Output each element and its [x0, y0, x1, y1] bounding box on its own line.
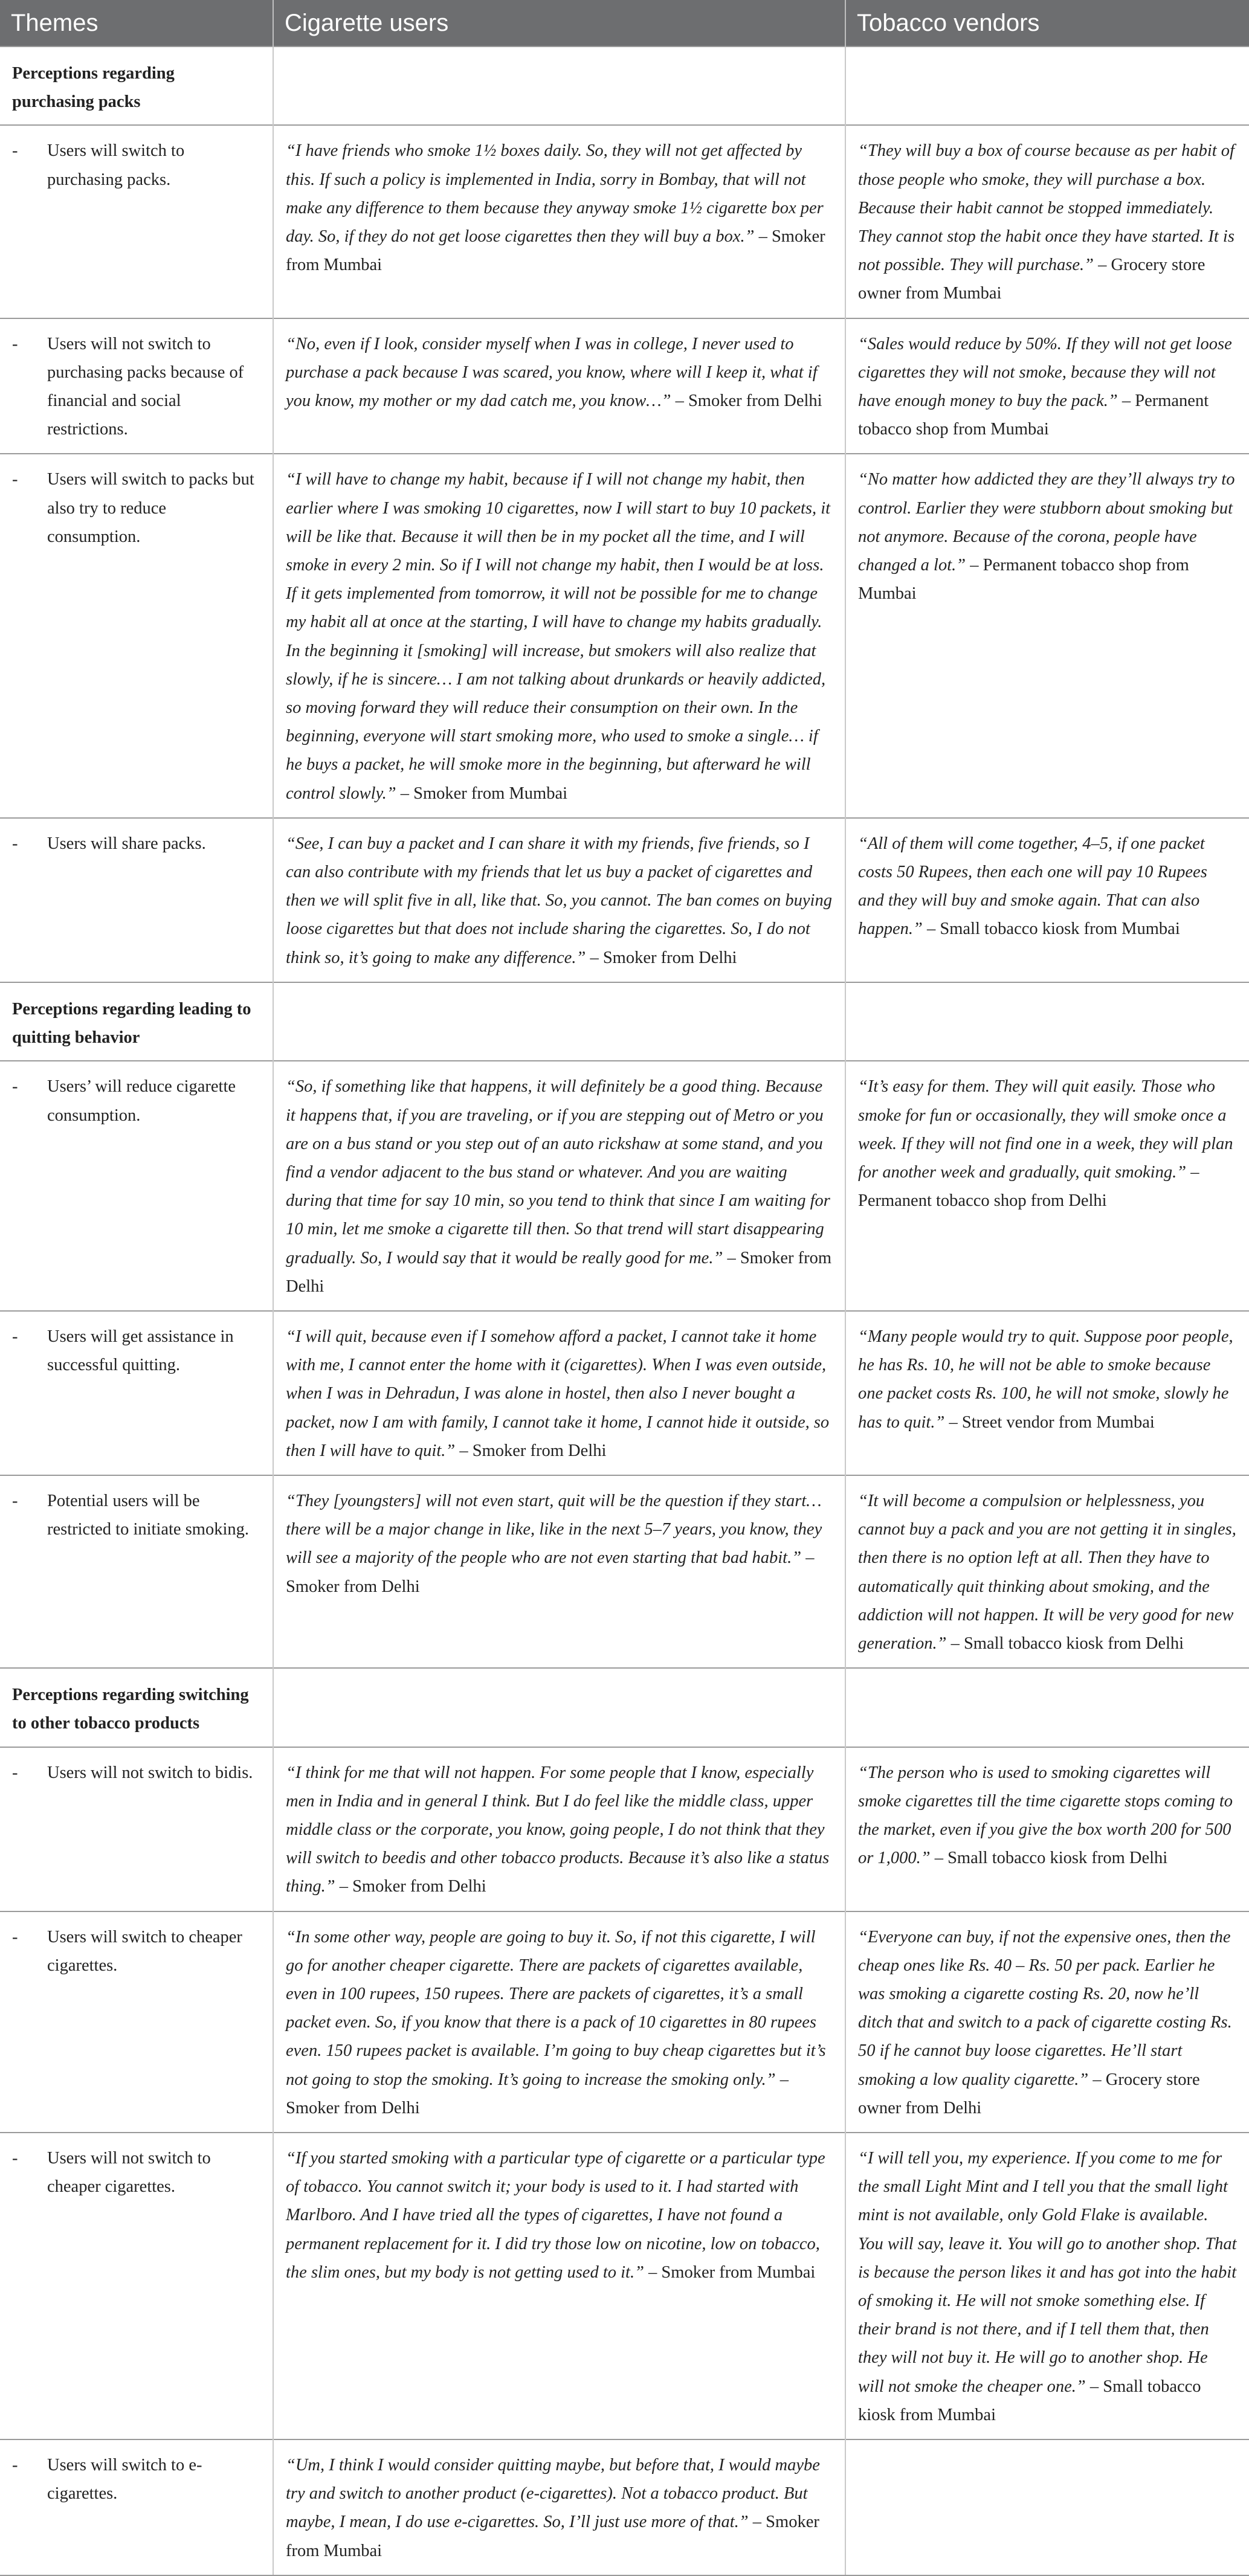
- user-quote-cell: [273, 1311, 845, 1475]
- theme-item: [12, 137, 260, 193]
- theme-cell: [0, 2439, 273, 2575]
- user-quote: “I have friends who smoke 1½ boxes daily. So, they will not get affected by this. If such a policy is implemented in India, sorry in Bombay, that will not make any difference to them because they anyway smoke 1½ cigarette box per day. So, if they do not get loose cigarettes then they will buy a box.”: [286, 141, 824, 246]
- user-quote-cell: [273, 1061, 845, 1311]
- vendor-quote-cell: [845, 125, 1249, 318]
- theme-text: Users will switch to e-cigarettes.: [47, 2456, 202, 2504]
- section-cell: [0, 982, 273, 1061]
- theme-item: [12, 1759, 260, 1787]
- vendor-source: – Permanent tobacco shop from Mumbai: [858, 391, 1209, 439]
- theme-cell: [0, 1061, 273, 1311]
- user-quote-cell: [273, 1747, 845, 1911]
- table-row: [0, 1747, 1249, 1911]
- theme-item: [12, 1322, 260, 1379]
- section-title: Perceptions regarding purchasing packs: [12, 64, 175, 112]
- vendor-source: – Grocery store owner from Delhi: [858, 2070, 1200, 2117]
- user-quote-cell: [273, 818, 845, 982]
- user-source: – Smoker from Delhi: [286, 1248, 831, 1296]
- vendor-source: – Small tobacco kiosk from Mumbai: [922, 919, 1180, 939]
- list-dash: -: [12, 1927, 18, 1946]
- user-quote: “I will have to change my habit, because if I will not change my habit, then earlier where I was smoking 10 cigarettes, now I will start to buy 10 packets, it will be like that. Because it will then be in my pocket all the time, and I will smoke in every 2 min. So if I will not change my habit, then I would be at loss. If it gets implemented from tomorrow, it will not be possible for me to change my habit all at once at the starting, I will have to change my habits gradually. In the beginning it [smoking] will increase, but smokers will also realize that slowly, if he is sincere… I am not talking about drunkards or heavily addicted, so moving forward they will reduce their consumption on their own. In the beginning, everyone will start smoking more, who used to smoke a single… if he buys a packet, he will smoke more in the beginning, but afterward he will control slowly.”: [286, 470, 831, 803]
- vendor-source: – Permanent tobacco shop from Delhi: [858, 1162, 1199, 1211]
- list-dash: -: [12, 1491, 18, 1510]
- theme-text: Users will switch to cheaper cigarettes.: [47, 1927, 242, 1975]
- table-row: [0, 1475, 1249, 1668]
- user-quote: “No, even if I look, consider myself when I was in college, I never used to purchase a pack because I was scared, you know, where will I keep it, what if you know, my mother or my dad catch me, you know…”: [286, 334, 818, 411]
- user-source: – Smoker from Mumbai: [286, 2513, 819, 2560]
- table-body: [0, 47, 1249, 2575]
- theme-cell: [0, 1911, 273, 2133]
- theme-cell: [0, 1747, 273, 1911]
- theme-cell: [0, 318, 273, 454]
- theme-text: Potential users will be restricted to initiate smoking.: [47, 1491, 250, 1539]
- theme-text: Users will not switch to purchasing packs because of financial and social restrictions.: [47, 334, 244, 439]
- theme-item: [12, 465, 260, 551]
- section-cell: [0, 1668, 273, 1747]
- table-row: [0, 818, 1249, 982]
- list-dash: -: [12, 834, 18, 853]
- table-row: [0, 2439, 1249, 2575]
- user-quote: “In some other way, people are going to buy it. So, if not this cigarette, I will go for another cheaper cigarette. There are packets of cigarettes available, even in 100 rupees, 150 rupees. There are packets of cigarettes, it’s a small packet even. So, if you know that there is a pack of 10 cigarettes in 80 rupees even. 150 rupees packet is available. I’m going to buy cheap cigarettes but it’s not going to stop the smoking. It’s going to increase the smoking only.”: [286, 1927, 826, 2089]
- vendor-source: – Small tobacco kiosk from Mumbai: [858, 2377, 1201, 2424]
- table-row: [0, 454, 1249, 817]
- section-cell: [0, 47, 273, 125]
- theme-text: Users will not switch to cheaper cigarettes.: [47, 2149, 211, 2197]
- table-row: [0, 1311, 1249, 1475]
- header-themes: Themes: [0, 0, 273, 47]
- list-dash: -: [12, 1763, 18, 1782]
- section-empty-cell: [845, 47, 1249, 125]
- vendor-quote-cell: [845, 2439, 1249, 2575]
- section-row: [0, 47, 1249, 125]
- user-source: – Smoker from Delhi: [286, 2070, 789, 2117]
- user-source: – Smoker from Delhi: [586, 948, 737, 967]
- user-quote: “Um, I think I would consider quitting maybe, but before that, I would maybe try and switch to another product (e-cigarettes). Not a tobacco product. But maybe, I mean, I do use e-cigarettes. So, I’ll just use more of that.”: [286, 2456, 820, 2532]
- theme-cell: [0, 2133, 273, 2439]
- user-quote-cell: [273, 318, 845, 454]
- theme-text: Users will get assistance in successful quitting.: [47, 1327, 234, 1375]
- theme-text: Users will share packs.: [47, 834, 206, 853]
- user-quote: “I will quit, because even if I somehow afford a packet, I cannot take it home with me, I cannot enter the home with it (cigarettes). When I was even outside, when I was in Dehradun, I was alone in hostel, then also I never bought a packet, now I am with family, I cannot take it home, I cannot hide it outside, so then I will have to quit.”: [286, 1327, 830, 1460]
- vendor-quote: “Sales would reduce by 50%. If they will not get loose cigarettes they will not smoke, because they will not have enough money to buy the pack.”: [858, 334, 1232, 411]
- theme-cell: [0, 818, 273, 982]
- vendor-quote-cell: [845, 318, 1249, 454]
- theme-item: [12, 829, 260, 858]
- section-row: [0, 982, 1249, 1061]
- list-dash: -: [12, 470, 18, 489]
- list-dash: -: [12, 334, 18, 353]
- user-quote-cell: [273, 2439, 845, 2575]
- vendor-quote: “It will become a compulsion or helplessness, you cannot buy a pack and you are not getting it in singles, then there is no option left at all. Then they have to automatically quit thinking about smoking, and the addiction will not happen. It will be very good for new generation.”: [858, 1491, 1236, 1653]
- list-dash: -: [12, 2149, 18, 2168]
- theme-cell: [0, 125, 273, 318]
- vendor-quote: “Everyone can buy, if not the expensive ones, then the cheap ones like Rs. 40 – Rs. 50 per pack. Earlier he was smoking a cigarette costing Rs. 20, now he’ll ditch that and switch to a pack of cigarette costing Rs. 50 if he cannot buy loose cigarettes. He’ll start smoking a low quality cigarette.”: [858, 1927, 1232, 2089]
- table-row: [0, 1911, 1249, 2133]
- table-row: [0, 2133, 1249, 2439]
- theme-cell: [0, 454, 273, 817]
- header-cigarette-users: Cigarette users: [273, 0, 845, 47]
- user-source: – Smoker from Delhi: [286, 1548, 815, 1596]
- user-quote: “They [youngsters] will not even start, quit will be the question if they start… there will be a major change in like, like in the next 5–7 years, you know, they will see a majority of the people who are not even starting that bad habit.”: [286, 1491, 822, 1568]
- vendor-source: – Small tobacco kiosk from Delhi: [946, 1634, 1184, 1653]
- user-quote: “So, if something like that happens, it will definitely be a good thing. Because it happens that, if you are traveling, or if you are stepping out of Metro or you are on a bus stand or you step out of an auto rickshaw at some stand, and you find a vendor adjacent to the bus stand or whatever. And you are waiting during that time for say 10 min, so you tend to think that since I am waiting for 10 min, let me smoke a cigarette till then. So that trend will start disappearing gradually. So, I would say that it would be really good for me.”: [286, 1077, 830, 1267]
- vendor-quote-cell: [845, 2133, 1249, 2439]
- user-source: – Smoker from Delhi: [671, 391, 822, 411]
- theme-text: Users’ will reduce cigarette consumption.: [47, 1077, 236, 1125]
- user-quote: “If you started smoking with a particular type of cigarette or a particular type of tobacco. You cannot switch it; your body is used to it. I had started with Marlboro. And I have tried all the types of cigarettes, I have not found a permanent replacement for it. I did try those low on nicotine, low on tobacco, the slim ones, but my body is not getting used to it.”: [286, 2149, 825, 2282]
- user-source: – Smoker from Mumbai: [286, 227, 825, 275]
- list-dash: -: [12, 141, 18, 161]
- theme-text: Users will switch to packs but also try to reduce consumption.: [47, 470, 254, 546]
- list-dash: -: [12, 1327, 18, 1346]
- theme-item: [12, 2144, 260, 2201]
- user-source: – Smoker from Delhi: [455, 1441, 607, 1460]
- theme-item: [12, 2451, 260, 2508]
- theme-item: [12, 330, 260, 444]
- header-row: [0, 0, 1249, 47]
- vendor-quote-cell: [845, 1061, 1249, 1311]
- vendor-quote: “It’s easy for them. They will quit easily. Those who smoke for fun or occasionally, they will smoke once a week. If they will not find one in a week, they will plan for another week and gradually, quit smoking.”: [858, 1077, 1233, 1182]
- vendor-quote-cell: [845, 1747, 1249, 1911]
- vendor-quote-cell: [845, 818, 1249, 982]
- user-quote-cell: [273, 1475, 845, 1668]
- vendor-quote: “All of them will come together, 4–5, if one packet costs 50 Rupees, then each one will pay 10 Rupees and they will buy and smoke again. That can also happen.”: [858, 834, 1207, 939]
- theme-text: Users will not switch to bidis.: [47, 1763, 253, 1782]
- table-row: [0, 125, 1249, 318]
- theme-cell: [0, 1475, 273, 1668]
- theme-item: [12, 1072, 260, 1129]
- section-row: [0, 1668, 1249, 1747]
- vendor-quote-cell: [845, 1475, 1249, 1668]
- theme-cell: [0, 1311, 273, 1475]
- user-quote: “See, I can buy a packet and I can share it with my friends, five friends, so I can also contribute with my friends that let us buy a packet of cigarettes and then we will split five in all, like that. So, you cannot. The ban comes on buying loose cigarettes but that does not include sharing the cigarettes. So, I do not think so, it’s going to make any difference.”: [286, 834, 832, 967]
- vendor-quote: “They will buy a box of course because as per habit of those people who smoke, they will purchase a box. Because their habit cannot be stopped immediately. They cannot stop the habit once they have started. It is not possible. They will purchase.”: [858, 141, 1234, 275]
- theme-item: [12, 1487, 260, 1544]
- section-empty-cell: [273, 47, 845, 125]
- section-empty-cell: [273, 1668, 845, 1747]
- list-dash: -: [12, 1077, 18, 1096]
- vendor-quote-cell: [845, 1311, 1249, 1475]
- vendor-source: – Street vendor from Mumbai: [944, 1412, 1155, 1432]
- vendor-quote-cell: [845, 1911, 1249, 2133]
- user-quote-cell: [273, 454, 845, 817]
- section-empty-cell: [845, 1668, 1249, 1747]
- user-quote-cell: [273, 125, 845, 318]
- header-tobacco-vendors: Tobacco vendors: [845, 0, 1249, 47]
- user-source: – Smoker from Delhi: [335, 1877, 486, 1896]
- table-row: [0, 318, 1249, 454]
- vendor-quote-cell: [845, 454, 1249, 817]
- vendor-quote: “I will tell you, my experience. If you come to me for the small Light Mint and I tell you that the small light mint is not available, only Gold Flake is available. You will say, leave it. You will go to another shop. That is because the person likes it and has got into the habit of smoking it. He will not smoke something else. If their brand is not there, and if I tell them that, then they will not buy it. He will go to another shop. He will not smoke the cheaper one.”: [858, 2149, 1237, 2396]
- user-quote: “I think for me that will not happen. For some people that I know, especially men in India and in general I think. But I do feel like the middle class, upper middle class or the corporate, you know, going people, I do not think that they will switch to beedis and other tobacco products. Because it’s also like a status thing.”: [286, 1763, 830, 1896]
- vendor-source: – Grocery store owner from Mumbai: [858, 256, 1205, 303]
- section-empty-cell: [273, 982, 845, 1061]
- user-quote-cell: [273, 1911, 845, 2133]
- table-header: [0, 0, 1249, 47]
- list-dash: -: [12, 2456, 18, 2475]
- user-source: – Smoker from Mumbai: [396, 784, 568, 803]
- theme-item: [12, 1923, 260, 1980]
- user-source: – Smoker from Mumbai: [644, 2262, 816, 2282]
- vendor-quote: “The person who is used to smoking cigarettes will smoke cigarettes till the time cigarette stops coming to the market, even if you give the box worth 200 for 500 or 1,000.”: [858, 1763, 1233, 1868]
- table-row: [0, 1061, 1249, 1311]
- vendor-quote: “Many people would try to quit. Suppose poor people, he has Rs. 10, he will not be able to smoke because one packet costs Rs. 100, he will not smoke, slowly he has to quit.”: [858, 1327, 1233, 1432]
- user-quote-cell: [273, 2133, 845, 2439]
- theme-text: Users will switch to purchasing packs.: [47, 141, 185, 189]
- section-empty-cell: [845, 982, 1249, 1061]
- vendor-source: – Small tobacco kiosk from Delhi: [930, 1849, 1168, 1868]
- section-title: Perceptions regarding switching to other tobacco products: [12, 1686, 249, 1733]
- vendor-quote: “No matter how addicted they are they’ll always try to control. Earlier they were stubborn about smoking but not anymore. Because of the corona, people have changed a lot.”: [858, 470, 1235, 575]
- vendor-source: – Permanent tobacco shop from Mumbai: [858, 556, 1189, 604]
- section-title: Perceptions regarding leading to quitting behavior: [12, 999, 251, 1048]
